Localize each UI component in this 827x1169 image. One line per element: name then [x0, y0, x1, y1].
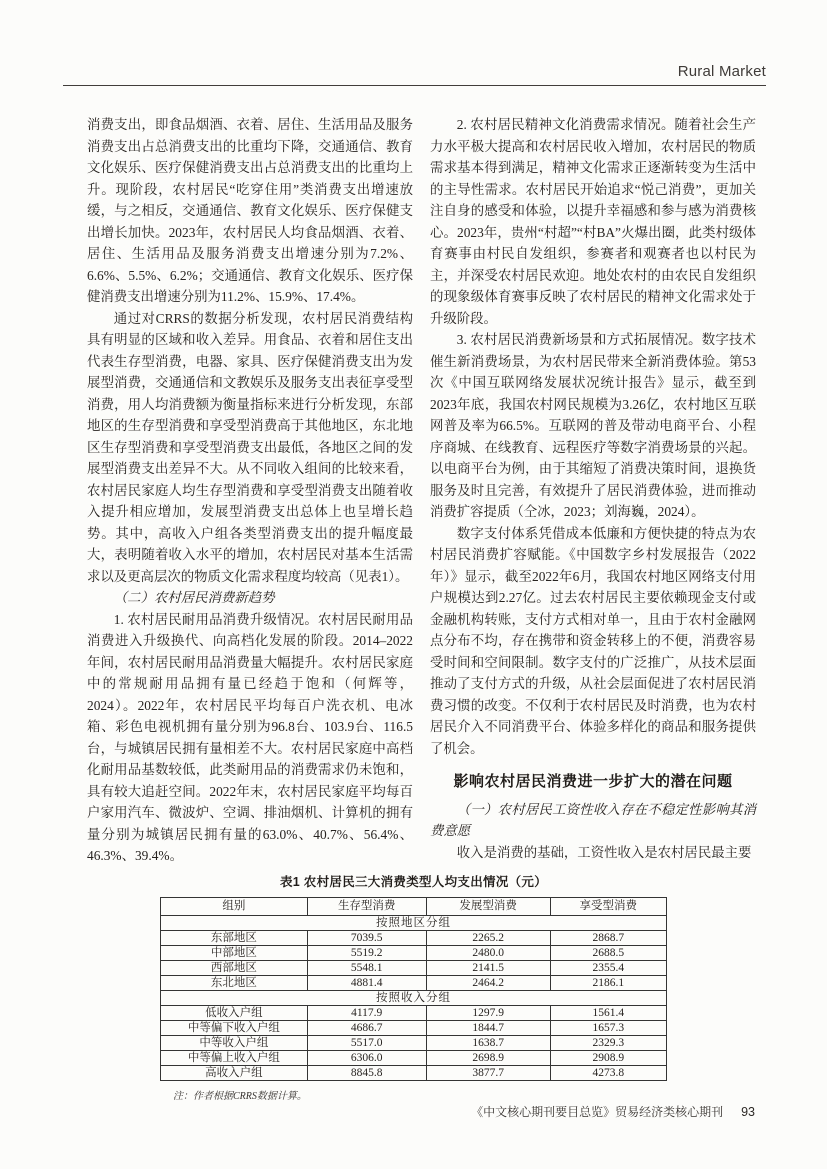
cell-value: 2868.7 [550, 931, 666, 946]
consumption-table [160, 897, 667, 1081]
cell-label: 东北地区 [161, 976, 308, 991]
cell-label: 东部地区 [161, 931, 308, 946]
right-column [430, 114, 756, 867]
cell-value: 2464.2 [426, 976, 550, 991]
cell-label: 中等收入户组 [161, 1036, 308, 1051]
cell-value: 1638.7 [426, 1036, 550, 1051]
cell-label: 低收入户组 [161, 1006, 308, 1021]
page-header [63, 58, 766, 86]
subsection-heading-new-trends: （二）农村居民消费新趋势 [113, 590, 275, 605]
table-row [161, 931, 667, 946]
cell-label: 高收入户组 [161, 1066, 308, 1081]
cell-value: 1561.4 [550, 1006, 666, 1021]
cell-value: 2355.4 [550, 961, 666, 976]
cell-value: 2141.5 [426, 961, 550, 976]
paragraph-income-basis: 收入是消费的基础，工资性收入是农村居民最主要 [456, 844, 752, 860]
subsection-heading-wage-income: （一）农村居民工资性收入存在不稳定性影响其消费意愿 [430, 801, 756, 838]
cell-value: 7039.5 [307, 931, 426, 946]
table-row [161, 946, 667, 961]
table-note: 注：作者根据CRRS数据计算。 [173, 1091, 307, 1102]
page-number: 93 [741, 1105, 755, 1119]
cell-value: 2698.9 [426, 1051, 550, 1066]
cell-value: 4686.7 [307, 1021, 426, 1036]
article-body [87, 114, 756, 867]
cell-value: 2329.3 [550, 1036, 666, 1051]
table1-block [160, 872, 667, 1102]
cell-value: 8845.8 [307, 1066, 426, 1081]
cell-value: 2908.9 [550, 1051, 666, 1066]
table-row [161, 976, 667, 991]
cell-value: 4881.4 [307, 976, 426, 991]
cell-label: 中部地区 [161, 946, 308, 961]
table-row [161, 1051, 667, 1066]
cell-value: 1657.3 [550, 1021, 666, 1036]
col-header-enjoyment: 享受型消费 [550, 898, 666, 916]
table-header-row [161, 898, 667, 916]
table-group-row-region [161, 916, 667, 931]
cell-value: 3877.7 [426, 1066, 550, 1081]
cell-value: 5519.2 [307, 946, 426, 961]
cell-value: 5517.0 [307, 1036, 426, 1051]
cell-value: 2265.2 [426, 931, 550, 946]
paragraph-spiritual-culture: 2. 农村居民精神文化消费需求情况。随着社会生产力水平极大提高和农村居民收入增加，农村居民的物质需求基本得到满足，精神文化需求正逐渐转变为生活中的主导性需求。农村居民开始追求“悦己消费”，更加关注自身的感受和体验，以提升幸福感和参与感为消费核心。2023年，贵州“村超”“村BA”火爆出圈，此类村级体育赛事由村民自发组织，参赛者和观赛者也以村民为主，并深受农村居民欢迎。地处农村的由农民自发组织的现象级体育赛事反映了农村居民的精神文化需求处于升级阶段。 [430, 117, 756, 326]
left-column [87, 114, 413, 867]
cell-label: 西部地区 [161, 961, 308, 976]
table-row [161, 961, 667, 976]
paragraph-consumption-structure: 消费支出，即食品烟酒、衣着、居住、生活用品及服务消费支出占总消费支出的比重均下降，交通通信、教育文化娱乐、医疗保健消费支出占总消费支出的比重均上升。现阶段，农村居民“吃穿住用”类消费支出增速放缓，与之相反，交通通信、教育文化娱乐、医疗保健支出增长加快。2023年，农村居民人均食品烟酒、衣着、居住、生活用品及服务消费支出增速分别为7.2%、6.6%、5.5%、6.2%；交通通信、教育文化娱乐、医疗保健消费支出增速分别为11.2%、15.9%、17.4%。 [87, 117, 413, 304]
cell-value: 1844.7 [426, 1021, 550, 1036]
journal-core-label: 《中文核心期刊要目总览》贸易经济类核心期刊 [471, 1105, 724, 1119]
paragraph-durables-upgrade: 1. 农村居民耐用品消费升级情况。农村居民耐用品消费进入升级换代、向高档化发展的阶段。2014–2022年间，农村居民耐用品消费量大幅提升。农村居民家庭中的常规耐用品拥有量已经趋于饱和（何辉等，2024）。2022年，农村居民平均每百户洗衣机、电冰箱、彩色电视机拥有量分别为96.8台、103.9台、116.5台，与城镇居民拥有量相差不大。农村居民家庭中高档化耐用品基数较低，此类耐用品的消费需求仍未饱和，具有较大追赶空间。2022年末，农村居民家庭平均每百户家用汽车、微波炉、空调、排油烟机、计算机的拥有量分别为城镇居民拥有量的63.0%、40.7%、56.4%、46.3%、39.4%。 [87, 611, 413, 863]
cell-label: 中等偏下收入户组 [161, 1021, 308, 1036]
paragraph-new-scenes: 3. 农村居民消费新场景和方式拓展情况。数字技术催生新消费场景，为农村居民带来全新消费体验。第53次《中国互联网络发展状况统计报告》显示，截至到2023年底，我国农村网民规模为3.26亿，农村地区互联网普及率为66.5%。互联网的普及带动电商平台、小程序商城、在线教育、远程医疗等数字消费场景的兴起。以电商平台为例，由于其缩短了消费决策时间，退换货服务及时且完善，有效提升了居民消费体验，进而推动消费扩容提质（仝冰，2023；刘海巍，2024）。 [430, 332, 756, 519]
cell-value: 2688.5 [550, 946, 666, 961]
group-label-income: 按照收入分组 [161, 991, 667, 1006]
cell-value: 5548.1 [307, 961, 426, 976]
table-row [161, 1021, 667, 1036]
col-header-survival: 生存型消费 [307, 898, 426, 916]
cell-value: 6306.0 [307, 1051, 426, 1066]
section-heading-potential-problems: 影响农村居民消费进一步扩大的潜在问题 [453, 773, 733, 790]
col-header-group: 组别 [161, 898, 308, 916]
cell-value: 4273.8 [550, 1066, 666, 1081]
table-row [161, 1006, 667, 1021]
table-caption: 表1 农村居民三大消费类型人均支出情况（元） [279, 875, 548, 889]
table-row [161, 1036, 667, 1051]
table-group-row-income [161, 991, 667, 1006]
page-footer [471, 1103, 755, 1120]
cell-value: 2186.1 [550, 976, 666, 991]
paragraph-digital-payment: 数字支付体系凭借成本低廉和方便快捷的特点为农村居民消费扩容赋能。《中国数字乡村发展报告（2022年）》显示，截至2022年6月，我国农村地区网络支付用户规模达到2.27亿。过去农村居民主要依赖现金支付或金融机构转账，支付方式相对单一，且由于农村金融网点分布不均，存在携带和资金转移上的不便，消费容易受时间和空间限制。数字支付的广泛推广，从技术层面推动了支付方式的升级，从社会层面促进了农村居民消费习惯的改变。不仅利于农村居民及时消费，也为农村居民介入不同消费平台、体验多样化的商品和服务提供了机会。 [430, 525, 756, 756]
cell-label: 中等偏上收入户组 [161, 1051, 308, 1066]
table-row [161, 1066, 667, 1081]
paragraph-crrs-analysis: 通过对CRRS的数据分析发现，农村居民消费结构具有明显的区域和收入差异。用食品、衣着和居住支出代表生存型消费，电器、家具、医疗保健消费支出为发展型消费，交通通信和文教娱乐及服务支出表征享受型消费，用人均消费额为衡量指标来进行分析发现，东部地区的生存型消费和享受型消费高于其他地区，东北地区生存型消费和享受型消费支出最低，各地区之间的发展型消费支出差异不大。从不同收入组间的比较来看，农村居民家庭人均生存型消费和享受型消费支出随着收入提升相应增加，发展型消费支出总体上也呈增长趋势。其中，高收入户组各类型消费支出的提升幅度最大，表明随着收入水平的增加，农村居民对基本生活需求以及更高层次的物质文化需求程度均较高（见表1）。 [87, 310, 413, 584]
cell-value: 2480.0 [426, 946, 550, 961]
cell-value: 4117.9 [307, 1006, 426, 1021]
running-head: Rural Market [677, 63, 766, 80]
col-header-development: 发展型消费 [426, 898, 550, 916]
group-label-region: 按照地区分组 [161, 916, 667, 931]
cell-value: 1297.9 [426, 1006, 550, 1021]
